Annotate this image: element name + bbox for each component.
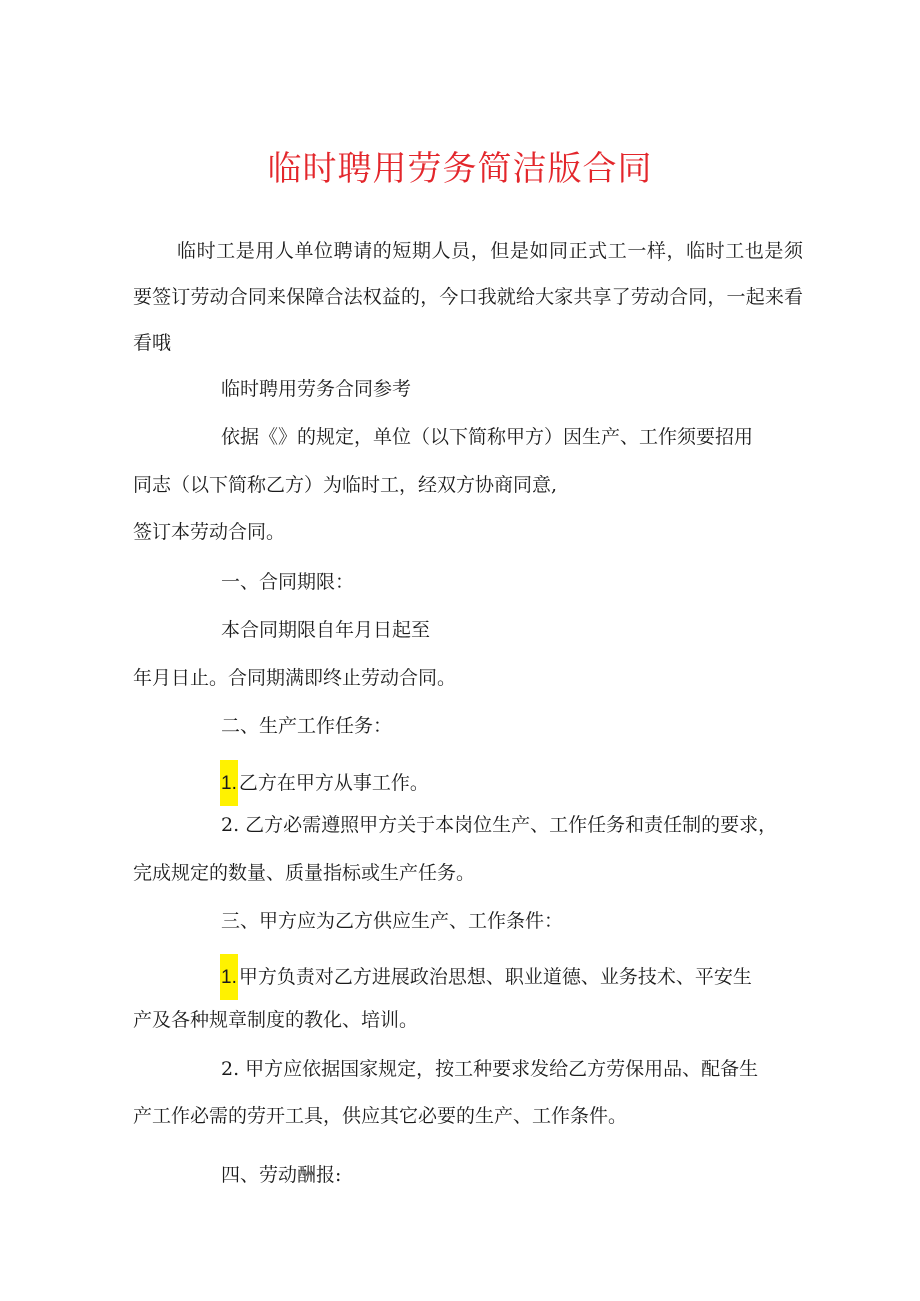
section-1-heading: 一、合同期限： bbox=[221, 571, 355, 593]
preamble-line-2: 同志（以下简称乙方）为临时工，经双方协商同意, bbox=[133, 474, 558, 496]
section-1-line-2: 年月日止。合同期满即终止劳动合同。 bbox=[133, 667, 457, 689]
highlighted-number: 1. bbox=[220, 760, 238, 806]
intro-paragraph: 临时工是用人单位聘请的短期人员，但是如同正式工一样，临时工也是须要签订劳动合同来保障合法权益的，今口我就给大家共享了劳动合同，一起来看看哦 bbox=[133, 240, 803, 354]
section-4-heading: 四、劳动酬报: bbox=[221, 1164, 342, 1186]
subtitle: 临时聘用劳务合同参考 bbox=[221, 378, 412, 400]
preamble-line-3: 签订本劳动合同。 bbox=[133, 521, 286, 543]
section-3-item-1-line-1 bbox=[220, 954, 752, 1000]
section-2-item-2-line-2: 完成规定的数量、质量指标或生产任务。 bbox=[133, 862, 476, 884]
preamble-line-1: 依据《》的规定，单位（以下简称甲方）因生产、工作须要招用 bbox=[221, 426, 754, 448]
section-3-item-2-line-1: 2. 甲方应依据国家规定，按工种要求发给乙方劳保用品、配备生 bbox=[221, 1058, 759, 1080]
section-2-item-1 bbox=[220, 760, 429, 806]
document-title: 临时聘用劳务简洁版合同 bbox=[267, 149, 653, 189]
section-3-item-2-line-2: 产工作必需的劳开工具，供应其它必要的生产、工作条件。 bbox=[133, 1105, 628, 1127]
section-3-heading: 三、甲方应为乙方供应生产、工作条件： bbox=[221, 910, 564, 932]
section-2-heading: 二、生产工作任务： bbox=[221, 715, 393, 737]
section-2-item-1-text: 乙方在甲方从事工作。 bbox=[238, 772, 429, 794]
section-1-line-1: 本合同期限自年月日起至 bbox=[221, 619, 431, 641]
section-3-item-1-text: 甲方负责对乙方进展政治思想、职业道德、业务技术、平安生 bbox=[238, 966, 752, 988]
highlighted-number: 1. bbox=[220, 954, 238, 1000]
section-3-item-1-line-2: 产及各种规章制度的教化、培训。 bbox=[133, 1009, 419, 1031]
section-2-item-2-line-1: 2. 乙方必需遵照甲方关于本岗位生产、工作任务和责任制的要求， bbox=[221, 814, 778, 836]
